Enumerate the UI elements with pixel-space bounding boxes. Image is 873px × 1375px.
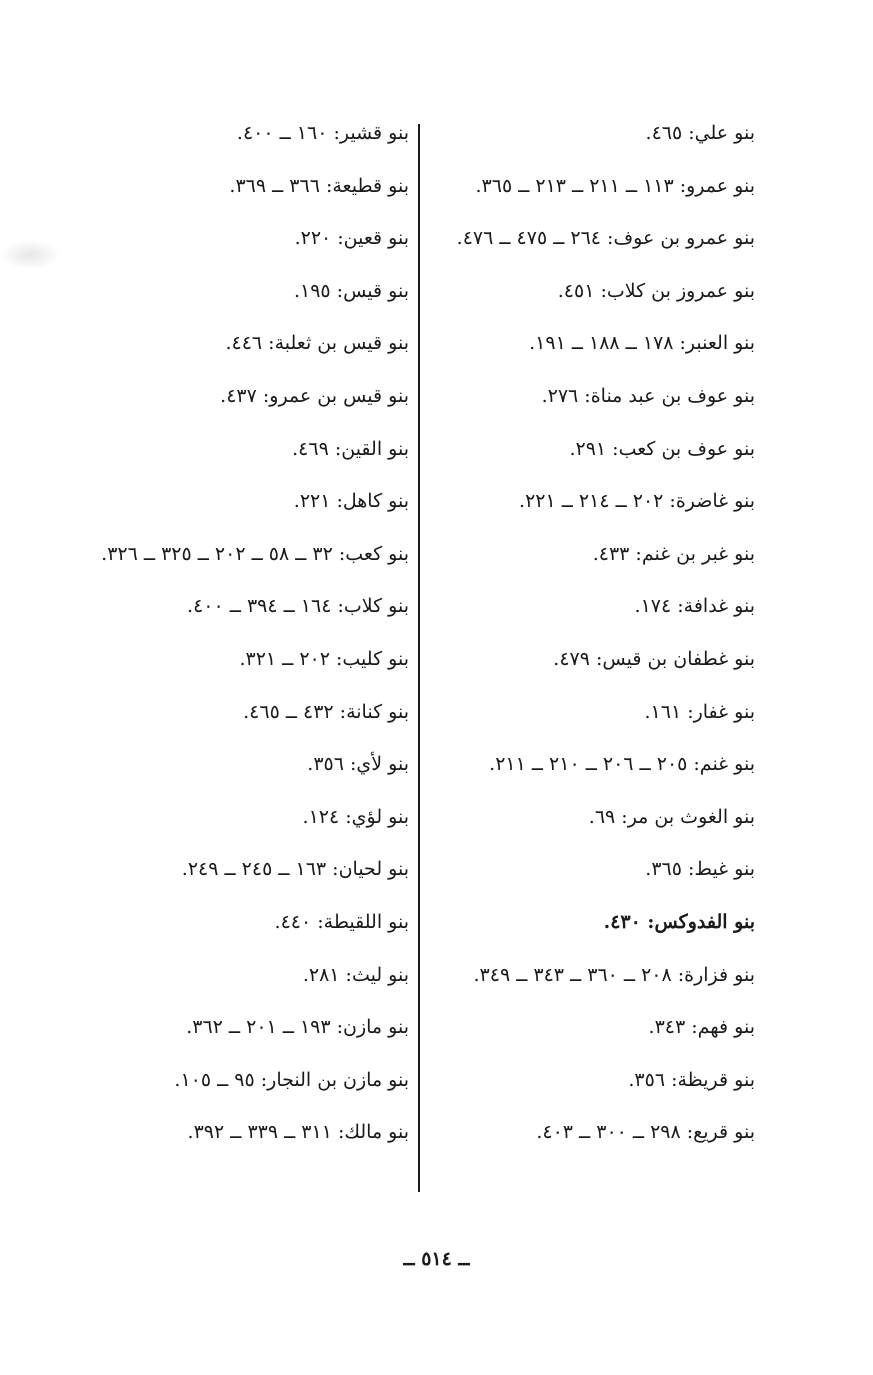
index-entry: بنو فهم: ٣٤٣. — [648, 1016, 755, 1039]
index-entry: بنو القين: ٤٦٩. — [292, 437, 409, 460]
index-entry: بنو قريظة: ٣٥٦. — [628, 1068, 755, 1091]
index-entry: بنو قيس بن ثعلبة: ٤٤٦. — [225, 332, 409, 355]
index-entry: بنو عوف بن كعب: ٢٩١. — [569, 437, 755, 460]
index-entry: بنو كلاب: ١٦٤ ــ ٣٩٤ ــ ٤٠٠. — [187, 595, 409, 618]
index-entry: بنو قيس: ١٩٥. — [293, 279, 409, 302]
index-entry: بنو الغوث بن مر: ٦٩. — [588, 805, 755, 828]
index-entry: بنو غنم: ٢٠٥ ــ ٢٠٦ ــ ٢١٠ ــ ٢١١. — [489, 753, 755, 776]
index-entry: بنو غطفان بن قيس: ٤٧٩. — [553, 647, 755, 670]
index-column-left — [84, 120, 409, 1172]
index-entry: بنو لحيان: ١٦٣ ــ ٢٤٥ ــ ٢٤٩. — [181, 858, 409, 881]
index-entry: بنو عوف بن عبد مناة: ٢٧٦. — [541, 384, 755, 407]
index-entry: بنو قطيعة: ٣٦٦ ــ ٣٦٩. — [229, 174, 409, 197]
index-entry: بنو لأي: ٣٥٦. — [307, 753, 409, 776]
index-entry: بنو كعب: ٣٢ ــ ٥٨ ــ ٢٠٢ ــ ٣٢٥ ــ ٣٢٦. — [101, 542, 409, 565]
index-entry: بنو غدافة: ١٧٤. — [634, 595, 755, 618]
index-entry: بنو قعين: ٢٢٠. — [294, 227, 409, 250]
index-entry: بنو غفار: ١٦١. — [644, 700, 755, 723]
index-entry: بنو عمرو: ١١٣ ــ ٢١١ ــ ٢١٣ ــ ٣٦٥. — [475, 174, 755, 197]
index-entry: بنو اللقيطة: ٤٤٠. — [274, 910, 409, 933]
page-number: ــ ٥١٤ ــ — [403, 1248, 470, 1270]
index-entry: بنو الفدوكس: ٤٣٠. — [603, 910, 755, 933]
index-entry: بنو العنبر: ١٧٨ ــ ١٨٨ ــ ١٩١. — [529, 332, 755, 355]
index-entry: بنو قريع: ٢٩٨ ــ ٣٠٠ ــ ٤٠٣. — [536, 1121, 755, 1144]
index-entry: بنو فزارة: ٢٠٨ ــ ٣٦٠ ــ ٣٤٣ ــ ٣٤٩. — [473, 963, 755, 986]
index-entry: بنو عمرو بن عوف: ٢٦٤ ــ ٤٧٥ ــ ٤٧٦. — [456, 227, 755, 250]
index-entry: بنو علي: ٤٦٥. — [645, 122, 755, 144]
index-entry: بنو كنانة: ٤٣٢ ــ ٤٦٥. — [243, 700, 409, 723]
index-entry: بنو ليث: ٢٨١. — [302, 963, 409, 986]
index-entry: بنو مازن بن النجار: ٩٥ ــ ١٠٥. — [174, 1068, 409, 1091]
index-entry: بنو غاضرة: ٢٠٢ ــ ٢١٤ ــ ٢٢١. — [519, 490, 755, 513]
index-entry: بنو لؤي: ١٢٤. — [302, 805, 409, 828]
index-entry: بنو عمروز بن كلاب: ٤٥١. — [557, 279, 755, 302]
index-column-right — [425, 120, 755, 1172]
column-divider — [418, 124, 420, 1192]
index-entry: بنو غيط: ٣٦٥. — [645, 858, 755, 881]
index-entry: بنو كليب: ٢٠٢ ــ ٣٢١. — [239, 647, 409, 670]
index-entry: بنو غبر بن غنم: ٤٣٣. — [592, 542, 755, 565]
index-entry: بنو قيس بن عمرو: ٤٣٧. — [220, 384, 409, 407]
index-entry: بنو كاهل: ٢٢١. — [293, 490, 409, 513]
scan-smudge — [0, 240, 60, 270]
index-entry: بنو قشير: ١٦٠ ــ ٤٠٠. — [236, 122, 409, 144]
index-entry: بنو مازن: ١٩٣ ــ ٢٠١ ــ ٣٦٢. — [186, 1016, 409, 1039]
index-entry: بنو مالك: ٣١١ ــ ٣٣٩ ــ ٣٩٢. — [187, 1121, 409, 1144]
